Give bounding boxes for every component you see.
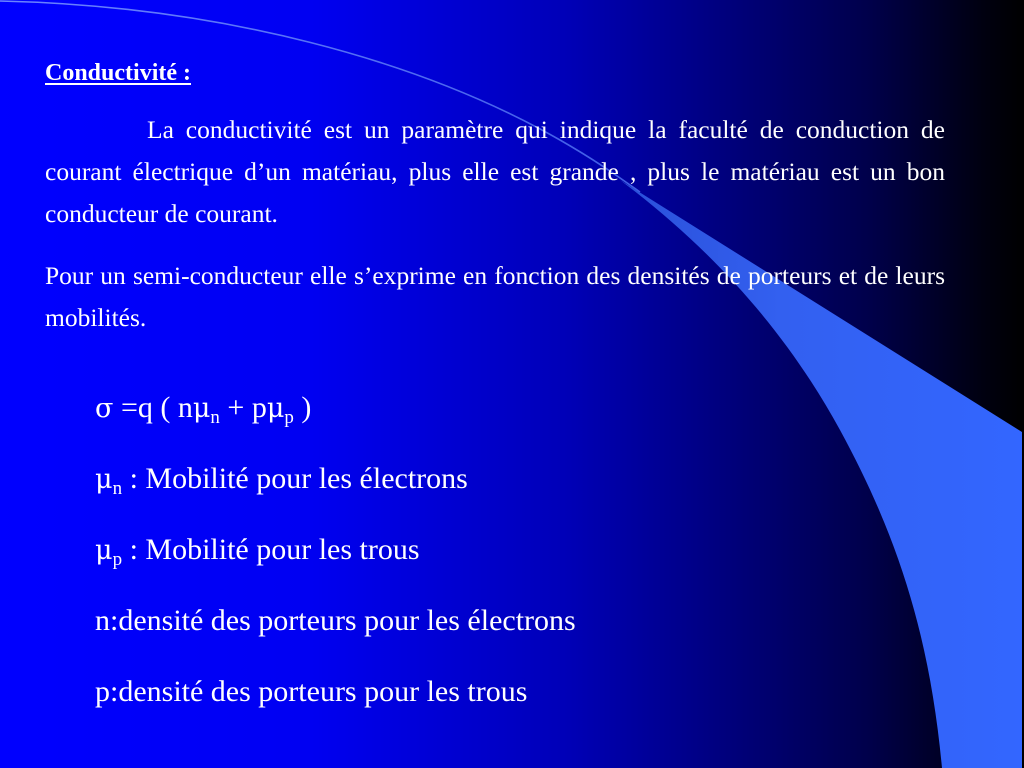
- mu-symbol: μ: [192, 393, 211, 424]
- definition-text: p:densité des porteurs pour les trous: [95, 675, 528, 708]
- definition-text: : Mobilité pour les électrons: [122, 462, 468, 495]
- paragraph-semiconductor: Pour un semi-conducteur elle s’exprime en fonction des densités de porteurs et de leurs mobilités.: [45, 261, 945, 332]
- subscript-p: p: [284, 407, 294, 428]
- definition-text: : Mobilité pour les trous: [122, 533, 420, 566]
- definition-n: [95, 603, 576, 674]
- formula-list: [95, 390, 576, 745]
- formula-part: =q ( n: [113, 391, 193, 424]
- conductivity-formula: [95, 390, 576, 461]
- subscript-n: n: [112, 478, 123, 499]
- definition-p: [95, 674, 576, 745]
- sigma-symbol: σ: [95, 393, 114, 424]
- mu-symbol: μ: [95, 535, 113, 566]
- mu-symbol: μ: [95, 464, 113, 495]
- formula-part: ): [293, 391, 312, 424]
- definition-mu-p: [95, 532, 576, 603]
- mu-symbol: μ: [266, 393, 285, 424]
- slide-title: Conductivité :: [45, 60, 191, 86]
- subscript-n: n: [210, 407, 220, 428]
- definition-text: n:densité des porteurs pour les électrons: [95, 604, 576, 637]
- paragraph-definition: La conductivité est un paramètre qui indique la faculté de conduction de courant électrique d’un matériau, plus elle est grande , plus le matériau est un bon conducteur de courant.: [45, 115, 945, 228]
- definition-mu-n: [95, 461, 576, 532]
- formula-part: + p: [219, 391, 267, 424]
- subscript-p: p: [112, 549, 123, 570]
